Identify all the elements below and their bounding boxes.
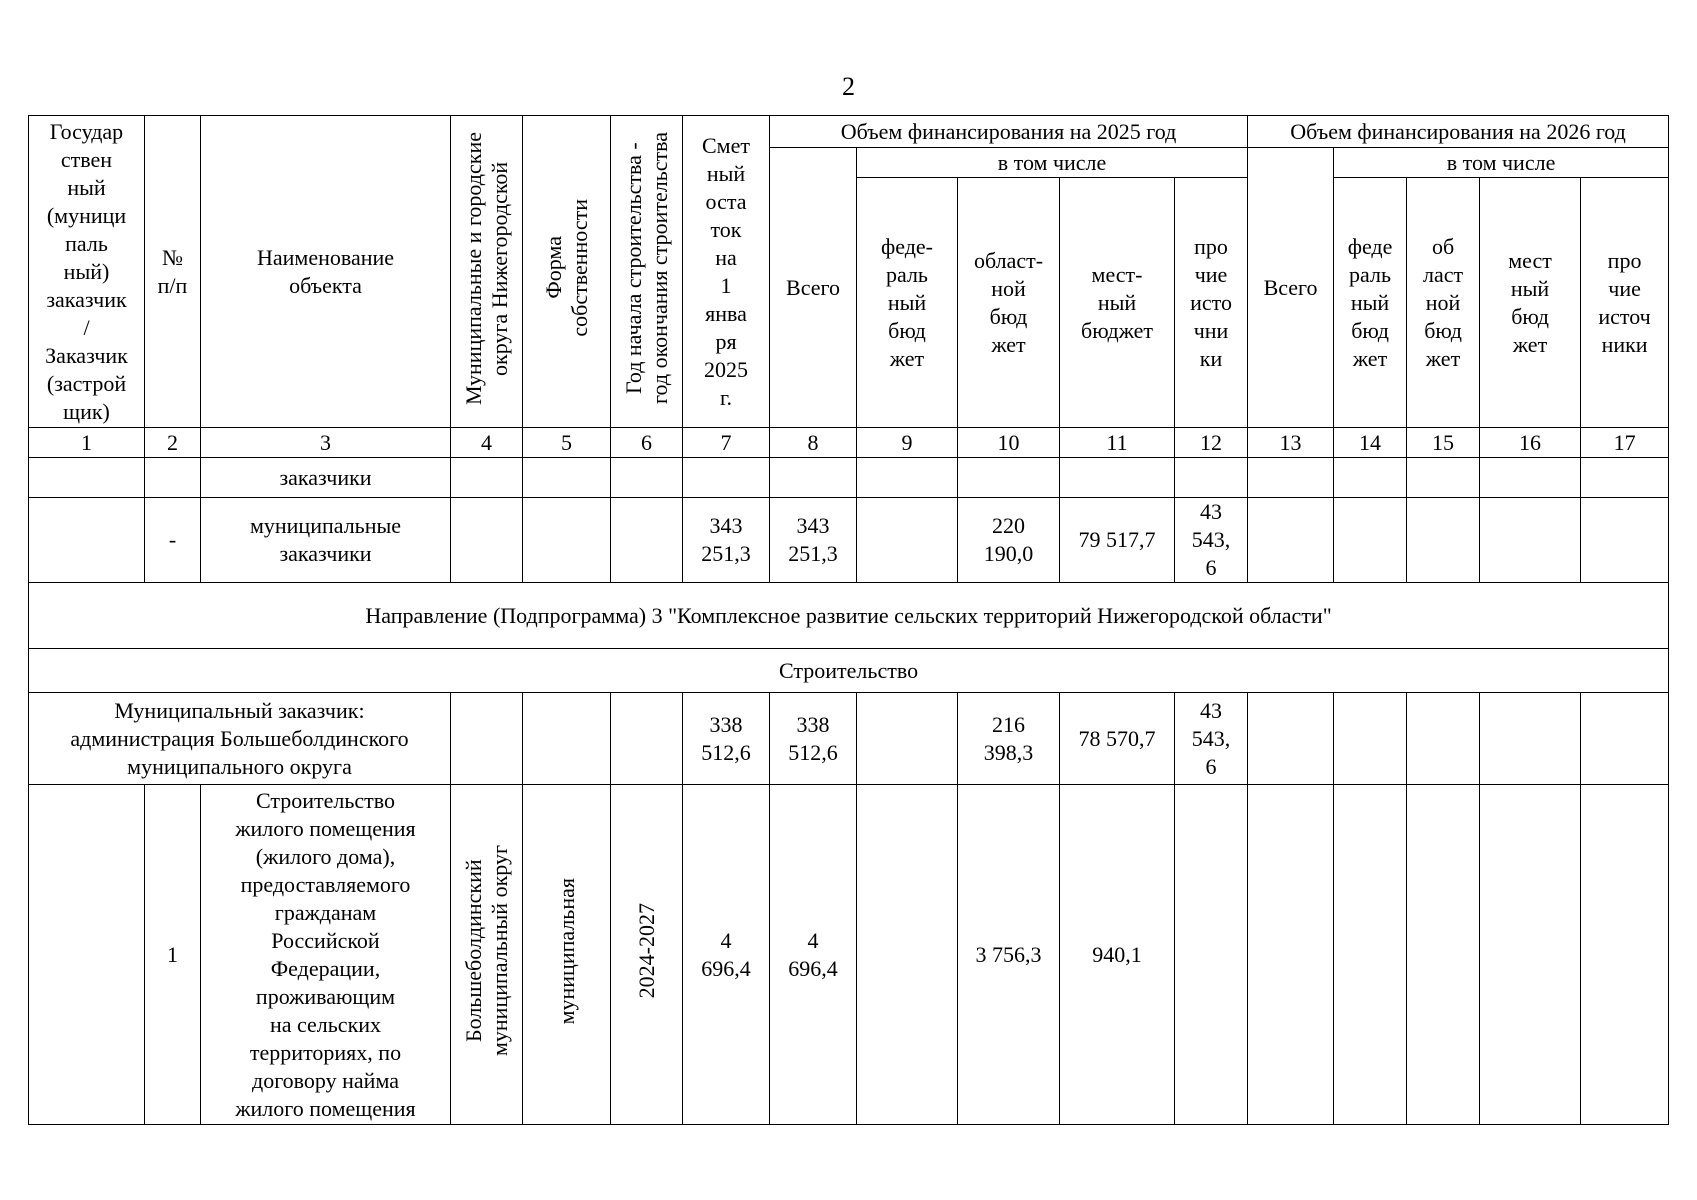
col-number: 8: [770, 428, 857, 458]
local-2025-value: 940,1: [1060, 785, 1175, 1125]
col-number: 7: [683, 428, 770, 458]
header-estimated-balance: Смет ный оста ток на 1 янва ря 2025 г.: [683, 116, 770, 428]
col-number: 13: [1248, 428, 1334, 458]
regional-2025-value: 220 190,0: [958, 498, 1060, 583]
total-2025-value: 4 696,4: [770, 785, 857, 1125]
col-number: 16: [1480, 428, 1581, 458]
object-ownership: [523, 785, 611, 1125]
object-name: Строительство жилого помещения (жилого дома), предоставляемого гражданам Российской Федерации, проживающим на сельских территориях, по договору найма жилого помещения: [201, 785, 451, 1125]
object-years-text: 2024-2027: [633, 903, 659, 999]
col-number: 1: [29, 428, 145, 458]
estimated-balance-value: 338 512,6: [683, 693, 770, 785]
table-row: [29, 649, 1669, 693]
total-2025-value: 343 251,3: [770, 498, 857, 583]
table-row: [29, 458, 1669, 498]
table-row: [29, 498, 1669, 583]
estimated-balance-value: 343 251,3: [683, 498, 770, 583]
header-total-2026: Всего: [1248, 148, 1334, 428]
col-number: 10: [958, 428, 1060, 458]
header-local-2026: мест ный бюд жет: [1480, 178, 1581, 428]
other-2025-value: 43 543, 6: [1175, 498, 1248, 583]
col-number: 15: [1407, 428, 1480, 458]
header-row-number: № п/п: [145, 116, 201, 428]
col-number: 3: [201, 428, 451, 458]
col-number: 11: [1060, 428, 1175, 458]
col-number: 14: [1334, 428, 1407, 458]
row-number: 1: [145, 785, 201, 1125]
header-financing-2025: Объем финансирования на 2025 год: [770, 116, 1248, 148]
header-districts: [451, 116, 523, 428]
total-2025-value: 338 512,6: [770, 693, 857, 785]
regional-2025-value: 3 756,3: [958, 785, 1060, 1125]
column-number-row: [29, 428, 1669, 458]
construction-financing-table: [28, 115, 1669, 1125]
header-object-name: Наименование объекта: [201, 116, 451, 428]
table-row: [29, 583, 1669, 649]
local-2025-value: 78 570,7: [1060, 693, 1175, 785]
header-including-2026: в том числе: [1334, 148, 1669, 178]
row-customers-label: заказчики: [201, 458, 451, 498]
header-regional-2026: об ласт ной бюд жет: [1407, 178, 1480, 428]
header-ownership-text: Форма собственности: [540, 199, 592, 337]
header-local-2025: мест- ный бюджет: [1060, 178, 1175, 428]
estimated-balance-value: 4 696,4: [683, 785, 770, 1125]
header-federal-2026: феде раль ный бюд жет: [1334, 178, 1407, 428]
row-number: -: [145, 498, 201, 583]
table-row: [29, 785, 1669, 1125]
other-2025-value: 43 543, 6: [1175, 693, 1248, 785]
header-years: [611, 116, 683, 428]
table-row: [29, 693, 1669, 785]
col-number: 5: [523, 428, 611, 458]
object-years: [611, 785, 683, 1125]
col-number: 2: [145, 428, 201, 458]
regional-2025-value: 216 398,3: [958, 693, 1060, 785]
col-number: 4: [451, 428, 523, 458]
object-district: [451, 785, 523, 1125]
col-number: 12: [1175, 428, 1248, 458]
header-ownership: [523, 116, 611, 428]
header-including-2025: в том числе: [857, 148, 1248, 178]
page-number: 2: [842, 72, 855, 101]
header-financing-2026: Объем финансирования на 2026 год: [1248, 116, 1669, 148]
object-district-text: Большеболдинский муниципальный округ: [460, 845, 512, 1057]
col-number: 17: [1581, 428, 1669, 458]
header-other-2026: про чие источ ники: [1581, 178, 1669, 428]
municipal-customer-name: Муниципальный заказчик: администрация Большеболдинского муниципального округа: [29, 693, 451, 785]
header-regional-2025: област- ной бюд жет: [958, 178, 1060, 428]
local-2025-value: 79 517,7: [1060, 498, 1175, 583]
header-other-2025: про чие исто чни ки: [1175, 178, 1248, 428]
subprogram-title: Направление (Подпрограмма) 3 "Комплексное развитие сельских территорий Нижегородской области": [29, 583, 1669, 649]
header-total-2025: Всего: [770, 148, 857, 428]
header-years-text: Год начала строительства - год окончания строительства: [620, 132, 672, 404]
object-ownership-text: муниципальная: [553, 877, 579, 1025]
row-municipal-customers: муниципальные заказчики: [201, 498, 451, 583]
section-title: Строительство: [29, 649, 1669, 693]
header-federal-2025: феде- раль ный бюд жет: [857, 178, 958, 428]
col-number: 9: [857, 428, 958, 458]
col-number: 6: [611, 428, 683, 458]
header-districts-text: Муниципальные и городские округа Нижегородской: [460, 131, 512, 405]
header-customer: Государ ствен ный (муници паль ный) заказчик / Заказчик (застрой щик): [29, 116, 145, 428]
